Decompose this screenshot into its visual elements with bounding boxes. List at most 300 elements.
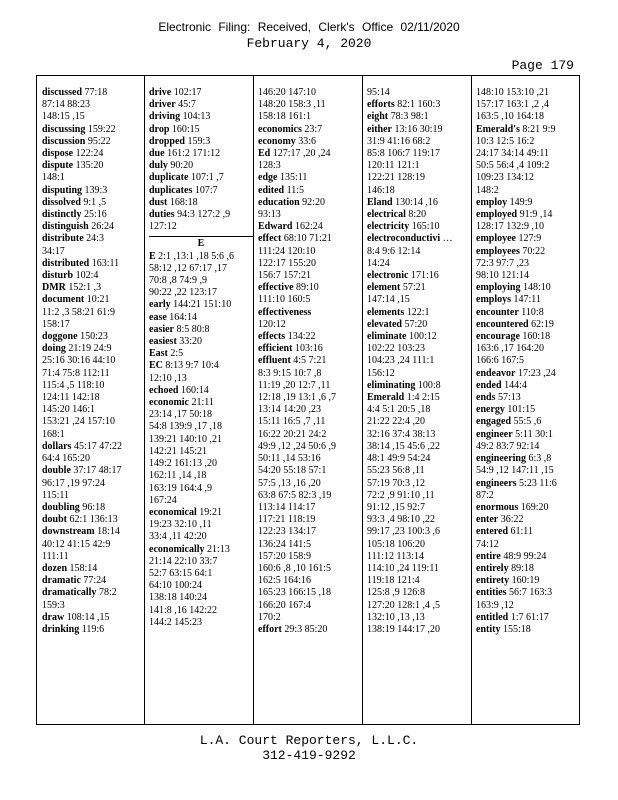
index-term: distinctly: [42, 209, 82, 221]
index-term: entity: [476, 623, 501, 635]
index-entry: [476, 282, 580, 294]
page-line-refs: 148:20 158:3 ,11: [258, 99, 326, 111]
page-line-refs: 85:8 106:7 119:17: [367, 148, 440, 160]
index-entry: [476, 368, 580, 380]
page-line-refs: 120:11 121:1: [367, 160, 420, 172]
index-entry: [367, 380, 471, 392]
index-entry: [476, 331, 580, 343]
page-line-refs: 94:3 127:2 ,9: [174, 209, 231, 221]
index-entry: [149, 495, 253, 507]
index-term: education: [258, 196, 300, 208]
index-entry: [149, 209, 253, 221]
page-line-refs: 124:11 142:18: [42, 392, 100, 404]
index-entry: [476, 551, 580, 563]
page-line-refs: 101:15: [504, 404, 536, 416]
page-line-refs: 4:4 5:1 20:5 ,18: [367, 404, 431, 416]
index-entry: [476, 209, 580, 221]
page-line-refs: 141:8 ,16 142:22: [149, 604, 218, 616]
page-line-refs: 159:3: [184, 135, 211, 147]
index-term: distinguish: [42, 221, 89, 233]
index-entry: [149, 385, 253, 397]
index-term: elevated: [367, 318, 402, 330]
page-line-refs: 159:3: [42, 599, 65, 611]
index-entry: [367, 233, 471, 245]
page-line-refs: 163:5 ,10 164:18: [476, 111, 545, 123]
index-term: Ed: [258, 148, 271, 160]
index-entry: [367, 575, 471, 587]
page-line-refs: 156:7 157:21: [258, 270, 312, 282]
index-term: efforts: [367, 99, 395, 111]
index-entry: [149, 568, 253, 580]
index-entry: [367, 526, 471, 538]
page-line-refs: 64:4 165:20: [42, 453, 91, 465]
index-entry: [149, 251, 253, 263]
index-entry: [42, 429, 146, 441]
index-entry: [258, 185, 362, 197]
index-entry: [149, 580, 253, 592]
index-entry: [476, 575, 580, 587]
page-line-refs: 159:22: [85, 123, 116, 135]
index-entry: [367, 355, 471, 367]
index-entry: [42, 246, 146, 258]
index-term: electroconductivi: [367, 233, 441, 245]
index-entry: [42, 172, 146, 184]
page-line-refs: 165:23 166:15 ,18: [258, 587, 332, 599]
index-entry: [258, 319, 362, 331]
index-entry: [476, 465, 580, 477]
index-entry: [42, 392, 146, 404]
index-entry: [476, 416, 580, 428]
index-term: document: [42, 294, 85, 306]
page-line-refs: 21:19 24:9: [65, 343, 112, 355]
index-entry: [476, 99, 580, 111]
index-entry: [42, 270, 146, 282]
page-line-refs: 107:1 ,7: [188, 172, 224, 184]
page-line-refs: 164:14: [166, 311, 198, 323]
index-term: dispose: [42, 148, 74, 160]
page-line-refs: 153:21 ,24 157:10: [42, 416, 116, 428]
index-entry: [476, 612, 580, 624]
index-term: distributed: [42, 257, 90, 269]
index-entry: [258, 551, 362, 563]
page-line-refs: 98:10 121:14: [476, 270, 530, 282]
index-entry: [476, 246, 580, 258]
page-line-refs: 108:14 ,15: [64, 611, 110, 623]
index-term: edge: [258, 172, 278, 184]
index-term: entitled: [476, 611, 509, 623]
page-line-refs: 25:16: [81, 209, 107, 221]
index-entry: [149, 87, 253, 99]
page-line-refs: 91:9 ,14: [517, 209, 553, 221]
index-entry: [42, 111, 146, 123]
page-line-refs: 25:16 30:16 44:10: [42, 355, 116, 367]
index-entry: [42, 136, 146, 148]
index-term: engineers: [476, 477, 517, 489]
page-line-refs: 127:20 128:1 ,4 ,5: [367, 599, 441, 611]
index-entry: [149, 409, 253, 421]
index-entry: [476, 111, 580, 123]
index-term: eight: [367, 111, 389, 123]
page-line-refs: 166:6 167:5: [476, 355, 525, 367]
page-line-refs: 163:19 164:4 ,9: [149, 482, 213, 494]
index-entry: [42, 465, 146, 477]
index-entry: [367, 539, 471, 551]
index-entry: [258, 331, 362, 343]
index-term: entirety: [476, 575, 510, 587]
index-entry: [42, 160, 146, 172]
index-entry: [476, 441, 580, 453]
index-entry: [476, 478, 580, 490]
page-line-refs: 165:10: [409, 221, 440, 233]
page-line-refs: 100:12: [406, 331, 437, 343]
index-entry: [258, 160, 362, 172]
page-line-refs: 162:11 ,14 ,18: [149, 470, 207, 482]
index-term: effluent: [258, 355, 291, 367]
index-entry: [149, 360, 253, 372]
index-entry: [367, 172, 471, 184]
index-entry: [367, 587, 471, 599]
page-line-refs: 13:16 30:19: [392, 123, 443, 135]
index-entry: [367, 307, 471, 319]
index-term: elements: [367, 306, 405, 318]
index-entry: [149, 312, 253, 324]
page-line-refs: 146:20 147:10: [258, 87, 317, 98]
index-entry: [367, 136, 471, 148]
page-line-refs: 78:3 98:1: [388, 111, 429, 123]
page-line-refs: 8:5 80:8: [174, 323, 210, 335]
page-line-refs: 127:17 ,20 ,24: [270, 148, 331, 160]
filing-date: February 4, 2020: [246, 36, 372, 51]
page-line-refs: 57:5 ,13 ,16 ,20: [258, 477, 321, 489]
index-entry: [258, 233, 362, 245]
page-line-refs: 58:12 ,12 67:17 ,17: [149, 262, 228, 274]
index-entry: [367, 514, 471, 526]
page-line-refs: 111:24 120:10: [258, 245, 316, 257]
index-entry: [367, 368, 471, 380]
index-term: enormous: [476, 501, 519, 513]
index-entry: [258, 575, 362, 587]
index-entry: [476, 539, 580, 551]
index-entry: [476, 172, 580, 184]
page-line-refs: 45:7: [175, 99, 196, 111]
index-entry: [42, 575, 146, 587]
index-entry: [42, 185, 146, 197]
page-line-refs: 170:2: [258, 611, 281, 623]
page-line-refs: 119:6: [79, 623, 105, 635]
index-entry: [367, 392, 471, 404]
page-line-refs: 155:18: [500, 623, 531, 635]
page-line-refs: 23:7: [301, 123, 323, 135]
index-term: drop: [149, 123, 170, 135]
index-entry: [476, 404, 580, 416]
page-line-refs: 139:21 140:10 ,21: [149, 433, 223, 445]
page-line-refs: 90:20: [167, 160, 194, 172]
index-term: discussing: [42, 123, 86, 135]
page-line-refs: 171:16: [408, 270, 439, 282]
page-line-refs: 78:2: [96, 587, 117, 599]
index-term: engineering: [476, 453, 526, 465]
index-entry: [258, 539, 362, 551]
index-entry: [258, 465, 362, 477]
page-line-refs: 167:24: [149, 494, 177, 506]
index-term: duly: [149, 160, 168, 172]
page-line-refs: 9:1 ,5: [80, 196, 107, 208]
page-line-refs: 10:21: [84, 294, 110, 306]
page-line-refs: 157:20 158:9: [258, 550, 312, 562]
index-entry: [258, 416, 362, 428]
page-line-refs: 19:23 32:10 ,11: [149, 519, 212, 531]
page-line-refs: 74:12: [476, 538, 499, 550]
index-entry: [42, 355, 146, 367]
index-entry: [367, 87, 471, 99]
page-line-refs: 122:1: [404, 306, 430, 318]
index-entry: [258, 343, 362, 355]
page-line-refs: 21:13: [204, 543, 230, 555]
page-line-refs: 158:18 161:1: [258, 111, 312, 123]
index-term: dramatically: [42, 587, 97, 599]
page-line-refs: 144:4: [501, 379, 527, 391]
index-entry: [476, 148, 580, 160]
page-line-refs: 31:9 41:16 68:2: [367, 135, 431, 147]
page-line-refs: 147:14 ,15: [367, 294, 410, 306]
index-entry: [367, 319, 471, 331]
index-entry: [367, 258, 471, 270]
page-line-refs: 64:10 100:24: [149, 580, 203, 592]
index-entry: [149, 263, 253, 275]
index-entry: [42, 441, 146, 453]
page-line-refs: 96:18: [79, 501, 106, 513]
index-entry: [476, 294, 580, 306]
index-term: electrical: [367, 209, 406, 221]
index-entry: [149, 197, 253, 209]
index-term: due: [149, 148, 165, 160]
page-line-refs: 166:20 167:4: [258, 599, 312, 611]
page-line-refs: 163:9 ,12: [476, 599, 514, 611]
index-entry: [367, 404, 471, 416]
index-entry: [258, 502, 362, 514]
index-term: ended: [476, 379, 502, 391]
section-letter: E: [149, 236, 253, 250]
page-line-refs: 33:20: [176, 336, 203, 348]
page-line-refs: 12:10 ,13: [149, 372, 187, 384]
index-term: Emerald's: [476, 123, 520, 135]
index-term: distribute: [42, 233, 84, 245]
index-entry: [149, 124, 253, 136]
page-line-refs: 2:5: [167, 348, 184, 360]
page-line-refs: 117:21 118:19: [258, 514, 316, 526]
page-line-refs: 17:23 ,24: [515, 367, 556, 379]
page-line-refs: 104:13: [180, 111, 211, 123]
index-entry: [476, 514, 580, 526]
index-entry: [476, 624, 580, 636]
page-line-refs: 148:10: [520, 282, 551, 294]
page-line-refs: 115:11: [42, 489, 70, 501]
index-entry: [149, 221, 253, 233]
page-line-refs: …: [440, 233, 453, 245]
index-term: economics: [258, 123, 302, 135]
page-line-refs: 148:2: [476, 184, 499, 196]
index-entry: [42, 624, 146, 636]
index-entry: [149, 556, 253, 568]
index-entry: [367, 148, 471, 160]
page-line-refs: 128:3: [258, 160, 281, 172]
page-line-refs: 104:23 ,24 111:1: [367, 355, 435, 367]
page-line-refs: 111:10 160:5: [258, 294, 311, 306]
page-line-refs: 156:12: [367, 367, 395, 379]
index-entry: [149, 148, 253, 160]
index-entry: [149, 185, 253, 197]
page-line-refs: 93:13: [258, 209, 281, 221]
index-entry: [149, 336, 253, 348]
index-entry: [258, 478, 362, 490]
index-entry: [258, 429, 362, 441]
index-term: effort: [258, 623, 282, 635]
index-entry: [367, 160, 471, 172]
page-line-refs: 115:4 ,5 118:10: [42, 379, 105, 391]
index-entry: [42, 416, 146, 428]
page-line-refs: 99:17 ,23 100:3 ,6: [367, 526, 441, 538]
page-line-refs: 92:20: [299, 196, 325, 208]
index-entry: [367, 600, 471, 612]
index-term: electronic: [367, 270, 409, 282]
index-entry: [367, 270, 471, 282]
page-line-refs: 33:4 ,11 42:20: [149, 531, 207, 543]
index-entry: [367, 429, 471, 441]
page-line-refs: 87:2: [476, 489, 494, 501]
index-entry: [476, 355, 580, 367]
index-entry: [476, 160, 580, 172]
index-term: discussed: [42, 87, 83, 98]
index-term: element: [367, 282, 401, 294]
index-entry: [149, 397, 253, 409]
index-term: easiest: [149, 336, 177, 348]
page-line-refs: 62:1 136:13: [67, 514, 118, 526]
page-line-refs: 134:22: [285, 331, 316, 343]
page-line-refs: 127:9: [516, 233, 542, 245]
page-line-refs: 160:18: [519, 331, 551, 343]
index-entry: [258, 87, 362, 99]
index-entry: [149, 458, 253, 470]
index-entry: [42, 221, 146, 233]
page-line-refs: 146:18: [367, 184, 395, 196]
page-line-refs: 56:7 163:3: [506, 587, 553, 599]
page-line-refs: 29:3 85:20: [281, 623, 328, 635]
index-entry: [149, 136, 253, 148]
page-line-refs: 49:2 83:7 92:14: [476, 440, 540, 452]
index-entry: [149, 324, 253, 336]
index-entry: [258, 124, 362, 136]
page-line-refs: 150:23: [77, 331, 108, 343]
page-line-refs: 138:18 140:24: [149, 592, 208, 604]
page-line-refs: 8:20: [405, 209, 427, 221]
page-line-refs: 26:24: [88, 221, 114, 233]
index-entry: [258, 209, 362, 221]
page-line-refs: 8:3 9:15 10:7 ,8: [258, 367, 322, 379]
index-entry: [476, 124, 580, 136]
index-term: employing: [476, 282, 521, 294]
index-term: E: [149, 250, 156, 262]
index-term: encountered: [476, 318, 529, 330]
index-term: ends: [476, 392, 496, 404]
page-line-refs: 132:10 ,13 ,13: [367, 611, 425, 623]
index-term: easier: [149, 323, 174, 335]
page-line-refs: 15:11 16:5 ,7 ,11: [258, 416, 326, 428]
index-entry: [42, 124, 146, 136]
page-line-refs: 122:24: [73, 148, 104, 160]
index-entry: [476, 185, 580, 197]
page-line-refs: 148:1: [42, 172, 65, 184]
page-line-refs: 114:10 ,24 119:11: [367, 562, 439, 574]
page-line-refs: 36:22: [498, 514, 524, 526]
index-entry: [367, 246, 471, 258]
index-entry: [476, 563, 580, 575]
page-line-refs: 158:14: [67, 562, 98, 574]
index-term: drive: [149, 87, 172, 98]
index-entry: [476, 136, 580, 148]
index-entry: [367, 416, 471, 428]
page-line-refs: 32:16 37:4 38:13: [367, 428, 436, 440]
page-line-refs: 82:1 160:3: [394, 99, 441, 111]
index-term: entered: [476, 526, 509, 538]
index-term: dozen: [42, 562, 67, 574]
index-entry: [149, 605, 253, 617]
page-line-refs: 1:7 61:17: [508, 611, 549, 623]
page-line-refs: 160:6 ,8 ,10 161:5: [258, 562, 332, 574]
index-entry: [42, 209, 146, 221]
index-term: duplicate: [149, 172, 189, 184]
column-divider: [144, 76, 145, 724]
index-term: duties: [149, 209, 175, 221]
index-term: Eland: [367, 196, 393, 208]
index-entry: [42, 319, 146, 331]
page-line-refs: 52:7 63:15 64:1: [149, 567, 213, 579]
index-term: effectiveness: [258, 306, 312, 318]
page-line-refs: 45:17 47:22: [71, 440, 123, 452]
page-line-refs: 149:9: [507, 196, 533, 208]
page-line-refs: 107:7: [192, 184, 218, 196]
index-entry: [258, 172, 362, 184]
page-line-refs: 160:19: [509, 575, 540, 587]
page-line-refs: 23:14 ,17 50:18: [149, 409, 213, 421]
index-entry: [258, 197, 362, 209]
index-entry: [149, 470, 253, 482]
page-line-refs: 95:14: [367, 87, 390, 98]
page-line-refs: 144:2 145:23: [149, 616, 203, 628]
page-line-refs: 72:2 ,9 91:10 ,11: [367, 489, 435, 501]
index-entry: [149, 617, 253, 629]
page-line-refs: 50:11 ,14 53:16: [258, 453, 321, 465]
page-line-refs: 95:22: [85, 135, 111, 147]
column-divider: [253, 76, 254, 724]
page-line-refs: 21:22 22:4 ,20: [367, 416, 426, 428]
index-entry: [476, 233, 580, 245]
index-entry: [42, 197, 146, 209]
index-term: economic: [149, 397, 189, 409]
page-number: Page 179: [511, 58, 574, 73]
index-term: either: [367, 123, 392, 135]
page-line-refs: 5:11 30:1: [512, 428, 553, 440]
page-line-refs: 55:5 ,6: [511, 416, 542, 428]
index-term: dropped: [149, 135, 185, 147]
index-entry: [476, 429, 580, 441]
index-entry: [367, 612, 471, 624]
index-entry: [476, 270, 580, 282]
index-entry: [367, 124, 471, 136]
index-entry: [258, 600, 362, 612]
page-line-refs: 102:22 103:23: [367, 343, 426, 355]
page-line-refs: 77:18: [82, 87, 108, 98]
page-line-refs: 130:14 ,16: [392, 196, 438, 208]
